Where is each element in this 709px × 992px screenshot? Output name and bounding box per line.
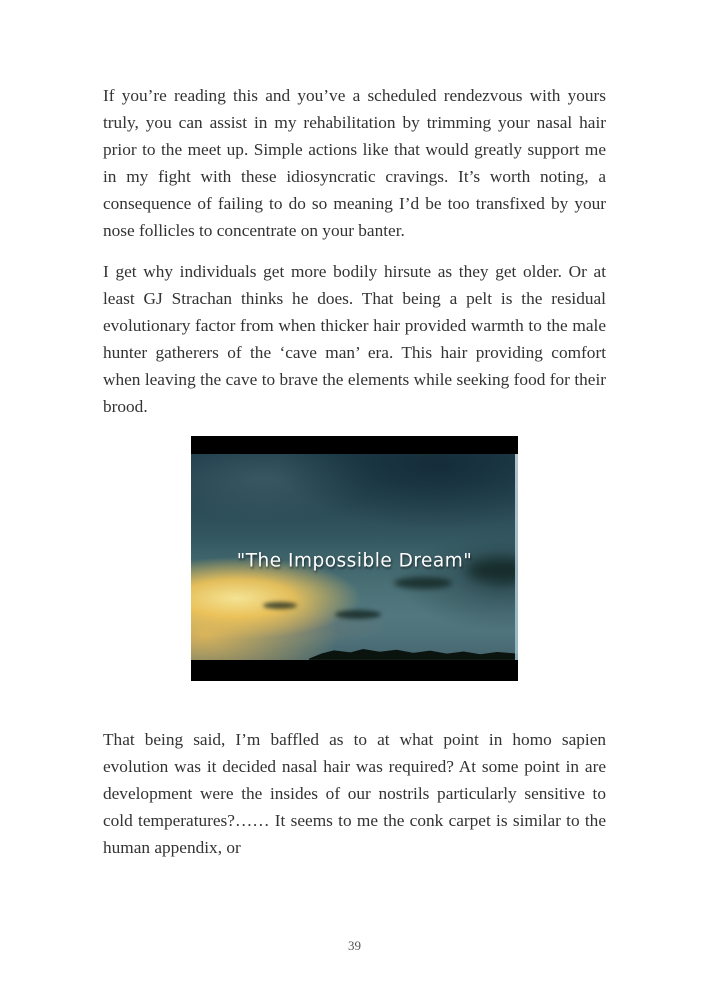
- body-text: [103, 83, 606, 876]
- cloud-streak: [263, 602, 297, 609]
- paragraph-3: That being said, I’m baffled as to at what point in homo sapien evolution was it decided nasal hair was required? At some point in are development were the insides of our nostrils particularly sensitive to cold temperatures?…… It seems to me the conk carpet is similar to the human appendix, or: [103, 729, 606, 857]
- letterbox-bar-top: [191, 436, 518, 454]
- paragraph-1: If you’re reading this and you’ve a scheduled rendezvous with yours truly, you can assist in my rehabilitation by trimming your nasal hair prior to the meet up. Simple actions like that would greatly support me in my fight with these idiosyncratic cravings. It’s worth noting, a consequence of failing to do so meaning I’d be too transfixed by your nose follicles to concentrate on your banter.: [103, 86, 606, 240]
- paragraph-2: I get why individuals get more bodily hirsute as they get older. Or at least GJ Strachan thinks he does. That being a pelt is the residual evolutionary factor from when thicker hair provided warmth to the male hunter gatherers of the ‘cave man’ era. This hair providing comfort when leaving the cave to brave the elements while seeking food for their brood.: [103, 262, 606, 416]
- sunset-sky: [191, 454, 518, 660]
- video-caption: "The Impossible Dream": [236, 550, 473, 572]
- letterbox-bar-bottom: [191, 660, 518, 681]
- cloud-streak: [394, 577, 452, 589]
- video-still-image: [191, 436, 518, 681]
- cloud-streak: [335, 610, 381, 619]
- page-number: 39: [348, 938, 361, 953]
- landscape-silhouette: [309, 646, 518, 660]
